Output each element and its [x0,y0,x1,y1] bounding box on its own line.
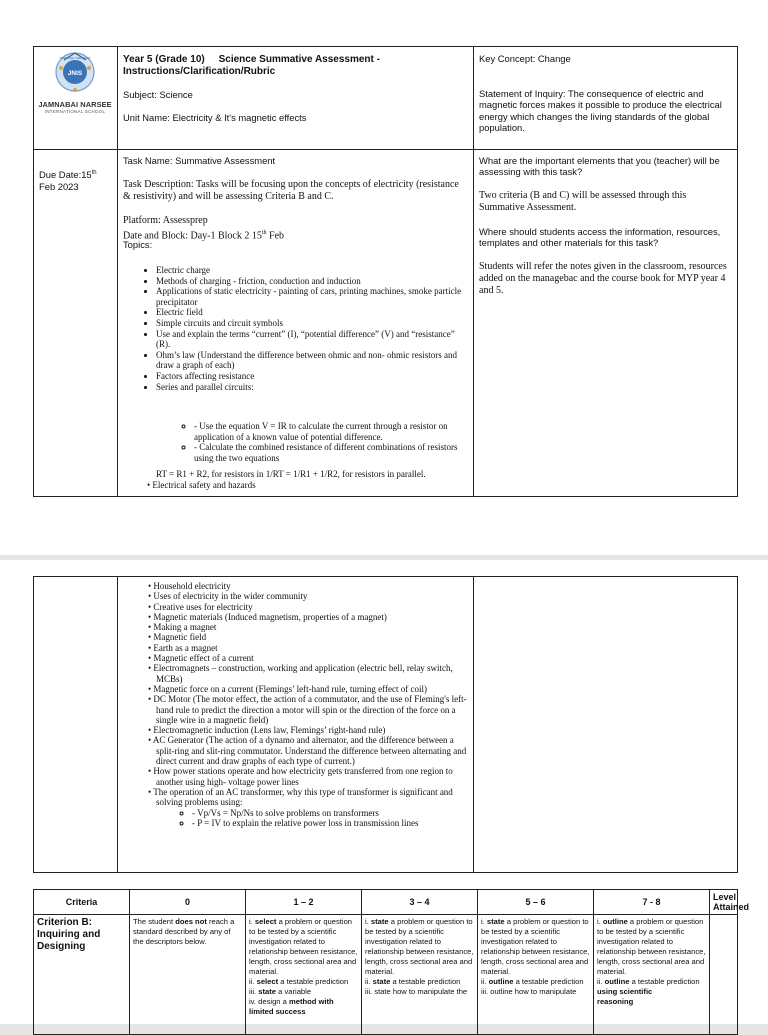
topics-list-continued [148,581,468,828]
rubric-row-criterion-b [34,915,738,1035]
date-and-block: Date and Block: Day-1 Block 2 15th Feb [123,230,285,242]
rubric-header: 0 [130,890,246,915]
topic-item: • Magnetic field [148,632,207,643]
rubric-header: 5 – 6 [478,890,594,915]
unit-name: Unit Name: Electricity & It's magnetic effects [123,112,307,123]
topic-item: • Methods of charging - friction, conduction and induction [156,276,470,287]
subtopic-item: ◦ - Calculate the combined resistance of different combinations of resistors using the two equations [194,442,470,463]
safety-topic: • Electrical safety and hazards [147,480,256,490]
answer-assessing: Two criteria (B and C) will be assessed through this Summative Assessment. [479,190,687,213]
topic-item: • Use and explain the terms “current” (I), “potential difference” (V) and “resistance” (R). [156,329,470,350]
topic-item: • Electromagnets – construction, working and application (electric bell, relay switch, MCBs) [148,663,453,684]
topics-list [138,265,470,392]
level-7-8-descriptor: i. outline a problem or question to be tested by a scientific investigation related to relationship between resistance, length, cross sectional area and material. ii. outline a testable prediction using scientific reasoning [594,915,710,1035]
subtopic-item: ◦ - Vp/Vs = Np/Ns to solve problems on transformers [192,808,468,818]
topic-item: • Electromagnetic induction (Lens law, Flemings’ right-hand rule) [148,725,386,736]
svg-text:THROUGH THE LIGHT: THROUGH THE LIGHT [59,56,91,60]
subtopics-list [138,421,470,463]
topic-item: • AC Generator (The action of a dynamo and alternator, and the difference between a split-ring and slit-ring commutator. Understand the difference between alternating and direct current and draw graphs of each type of current.) [148,735,467,767]
svg-text:JNIS: JNIS [67,70,83,77]
due-date: Due Date:15th Feb 2023 [39,169,97,193]
subject: Subject: Science [123,89,193,100]
question-assessing: What are the important elements that you (teacher) will be assessing with this task? [479,155,720,178]
topic-item: • Uses of electricity in the wider community [148,591,308,602]
school-name: JAMNABAI NARSEE [38,100,112,109]
topic-item: • Electric field [156,307,470,318]
criterion-b-label: Criterion B: Inquiring and Designing [34,915,130,1035]
topic-item: • Simple circuits and circuit symbols [156,318,470,329]
topic-item: • Applications of static electricity - painting of cars, printing machines, smoke particle precipitator [156,286,470,307]
level-attained-cell[interactable] [710,915,738,1035]
question-resources: Where should students access the information, resources, templates and other materials for this task? [479,226,721,249]
topic-item: • DC Motor (The motor effect, the action of a commutator, and the use of Fleming's left-hand rule to predict the direction a motor will spin or the direction of the force on a single wire in a magnetic field) [148,694,467,725]
topic-item: • Making a magnet [148,622,217,633]
school-subtitle: INTERNATIONAL SCHOOL [44,109,106,114]
level-1-2-descriptor: i. select a problem or question to be tested by a scientific investigation related to relationship between resistance, length, cross sectional area and material. ii. select a testable prediction iii. state a variable iv. design a method with limited success [246,915,362,1035]
rubric-header-row [34,890,738,915]
statement-of-inquiry: Statement of Inquiry: The consequence of electric and magnetic forces makes it possible to produce the electrical energy which changes the living standards of the global population. [479,88,722,134]
topic-item: • Magnetic effect of a current [148,653,254,664]
level-5-6-descriptor: i. state a problem or question to be tested by a scientific investigation related to relationship between resistance, length, cross sectional area and material. ii. outline a testable prediction iii. outline how to manipulate [478,915,594,1035]
rubric-header: 7 - 8 [594,890,710,915]
topic-item: • Factors affecting resistance [156,371,470,382]
topic-item: • Household electricity [148,581,231,591]
topic-item: • Magnetic materials (Induced magnetism, properties of a magnet) [148,611,387,622]
topic-item: • How power stations operate and how electricity gets transferred from one region to another using high- voltage power lines [148,766,453,787]
level-0-descriptor: The student does not reach a standard described by any of the descriptors below. [130,915,246,1035]
subtopic-item: ◦ - P = IV to explain the relative power loss in transmission lines [192,818,468,828]
subtopic-item: ◦ - Use the equation V = IR to calculate the current through a resistor on application of a known value of potential difference. [194,421,470,442]
task-name: Task Name: Summative Assessment [123,155,276,166]
task-description: Task Description: Tasks will be focusing upon the concepts of electricity (resistance & resistivity) and will be assessing Criteria B and C. [123,179,459,202]
rubric-header: 3 – 4 [362,890,478,915]
answer-resources: Students will refer the notes given in the classroom, resources added on the managebac and the course book for MYP year 4 and 5. [479,261,727,296]
key-concept: Key Concept: Change [479,53,571,64]
document-title: Year 5 (Grade 10) Science Summative Assessment - Instructions/Clarification/Rubric [123,54,380,77]
topics-label: Topics: [123,239,153,250]
topic-item: • Earth as a magnet [148,642,218,653]
topic-item: • Magnetic force on a current (Flemings’ left-hand rule, turning effect of coil) [148,683,427,694]
rubric-header: 1 – 2 [246,890,362,915]
rubric-header: Criteria [34,890,130,915]
rubric-table [33,889,749,1035]
topic-item: • Creative uses for electricity [148,601,253,612]
topic-item: • The operation of an AC transformer, why this type of transformer is significant and solving problems using: [148,786,453,808]
platform: Platform: Assessprep [123,215,208,226]
level-3-4-descriptor: i. state a problem or question to be tested by a scientific investigation related to relationship between resistance, length, cross sectional area and material. ii. state a testable prediction iii. state how to manipulate the [362,915,478,1035]
rubric-header: Level Attained [710,890,738,915]
topic-item: • Electric charge [156,265,470,276]
resistance-equations: RT = R1 + R2, for resistors in 1/RT = 1/R1 + 1/R2, for resistors in parallel. [156,469,426,479]
topic-item: • Ohm’s law (Understand the difference between ohmic and non- ohmic resistors and draw a graph of each) [156,350,470,371]
topic-item: • Series and parallel circuits: [156,382,470,393]
